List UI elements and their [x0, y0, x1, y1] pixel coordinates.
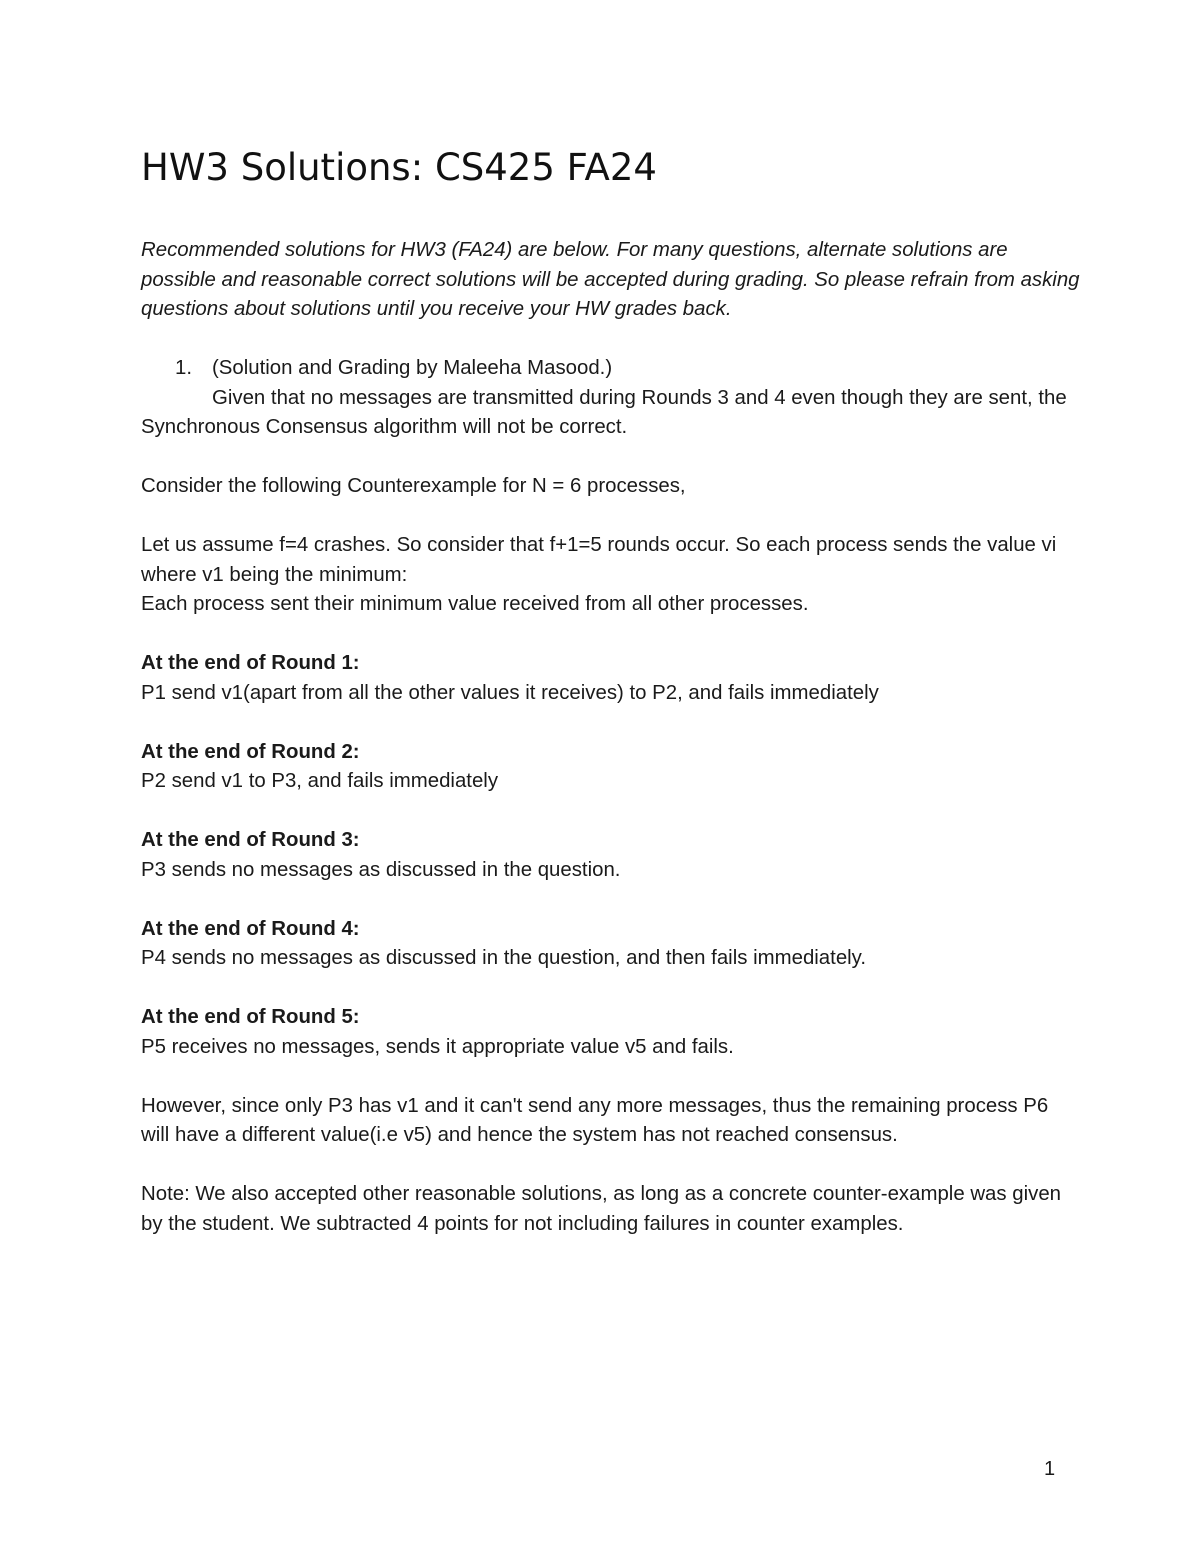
counterexample-intro: Consider the following Counterexample for N = 6 processes, — [141, 475, 686, 497]
round-heading: At the end of Round 5: — [141, 1006, 360, 1028]
question-1-item — [141, 354, 1081, 384]
round-text: P3 sends no messages as discussed in the question. — [141, 858, 621, 881]
assumption-paragraph-2: Each process sent their minimum value received from all other processes. — [141, 593, 809, 615]
round-heading: At the end of Round 2: — [141, 740, 360, 763]
page-title: HW3 Solutions: CS425 FA24 — [141, 146, 657, 189]
round-heading: At the end of Round 3: — [141, 829, 360, 851]
assumption-paragraph: Let us assume f=4 crashes. So consider that f+1=5 rounds occur. So each process sends the value vi where v1 being the minimum: — [141, 534, 1057, 586]
round-4-block — [141, 915, 1081, 974]
document-body — [141, 236, 1081, 1269]
round-heading: At the end of Round 4: — [141, 917, 360, 940]
round-text: P2 send v1 to P3, and fails immediately — [141, 770, 499, 792]
round-text: P4 sends no messages as discussed in the question, and then fails immediately. — [141, 947, 867, 969]
conclusion-paragraph: However, since only P3 has v1 and it can't send any more messages, thus the remaining process P6 will have a different value(i.e v5) and hence the system has not reached consensus. — [141, 1094, 1049, 1146]
round-5-block — [141, 1003, 1081, 1062]
round-1-block — [141, 649, 1081, 708]
round-text: P5 receives no messages, sends it appropriate value v5 and fails. — [141, 1035, 734, 1058]
round-heading: At the end of Round 1: — [141, 652, 360, 674]
round-2-block — [141, 738, 1081, 797]
page-number: 1 — [1044, 1458, 1056, 1480]
question-label: (Solution and Grading by Maleeha Masood.) — [212, 357, 613, 379]
question-1-answer: Given that no messages are transmitted during Rounds 3 and 4 even though they are sent, the Synchronous Consensus algorithm will not be correct. — [141, 386, 1067, 438]
round-text: P1 send v1(apart from all the other values it receives) to P2, and fails immediately — [141, 681, 879, 704]
round-3-block — [141, 826, 1081, 885]
note-paragraph: Note: We also accepted other reasonable solutions, as long as a concrete counter-example was given by the student. We subtracted 4 points for not including failures in counter examples. — [141, 1183, 1061, 1235]
intro-paragraph: Recommended solutions for HW3 (FA24) are below. For many questions, alternate solutions are possible and reasonable correct solutions will be accepted during grading. So please refrain from asking questions about solutions until you receive your HW grades back. — [141, 239, 1080, 320]
question-number: 1. — [175, 357, 193, 379]
